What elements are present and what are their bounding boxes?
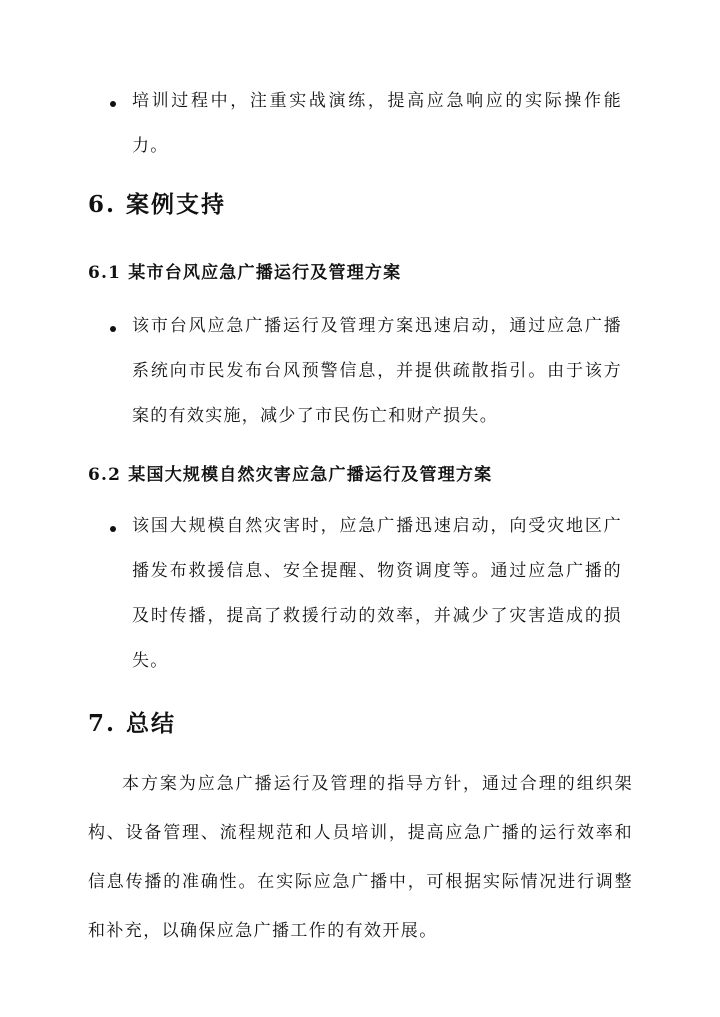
section-heading: 6. 案例支持 [88, 191, 227, 218]
section-heading: 7. 总结 [88, 710, 177, 737]
bullet-icon [110, 101, 116, 107]
list-item: 该市台风应急广播运行及管理方案迅速启动，通过应急广播系统向市民发布台风预警信息，并提供疏散指引。由于该方案的有效实施，减少了市民伤亡和财产损失。 [132, 316, 622, 426]
list-item: 培训过程中，注重实战演练，提高应急响应的实际操作能力。 [132, 91, 622, 156]
list-item: 该国大规模自然灾害时，应急广播迅速启动，向受灾地区广播发布救援信息、安全提醒、物资调度等。通过应急广播的及时传播，提高了救援行动的效率，并减少了灾害造成的损失。 [132, 516, 622, 671]
summary-paragraph: 本方案为应急广播运行及管理的指导方针，通过合理的组织架构、设备管理、流程规范和人员培训，提高应急广播的运行效率和信息传播的准确性。在实际应急广播中，可根据实际情况进行调整和补充，以确保应急广播工作的有效开展。 [88, 774, 633, 941]
bullet-icon [110, 326, 116, 332]
bullet-icon [110, 526, 116, 532]
subsection-heading: 6.1 某市台风应急广播运行及管理方案 [88, 263, 402, 283]
subsection-heading: 6.2 某国大规模自然灾害应急广播运行及管理方案 [88, 465, 493, 485]
